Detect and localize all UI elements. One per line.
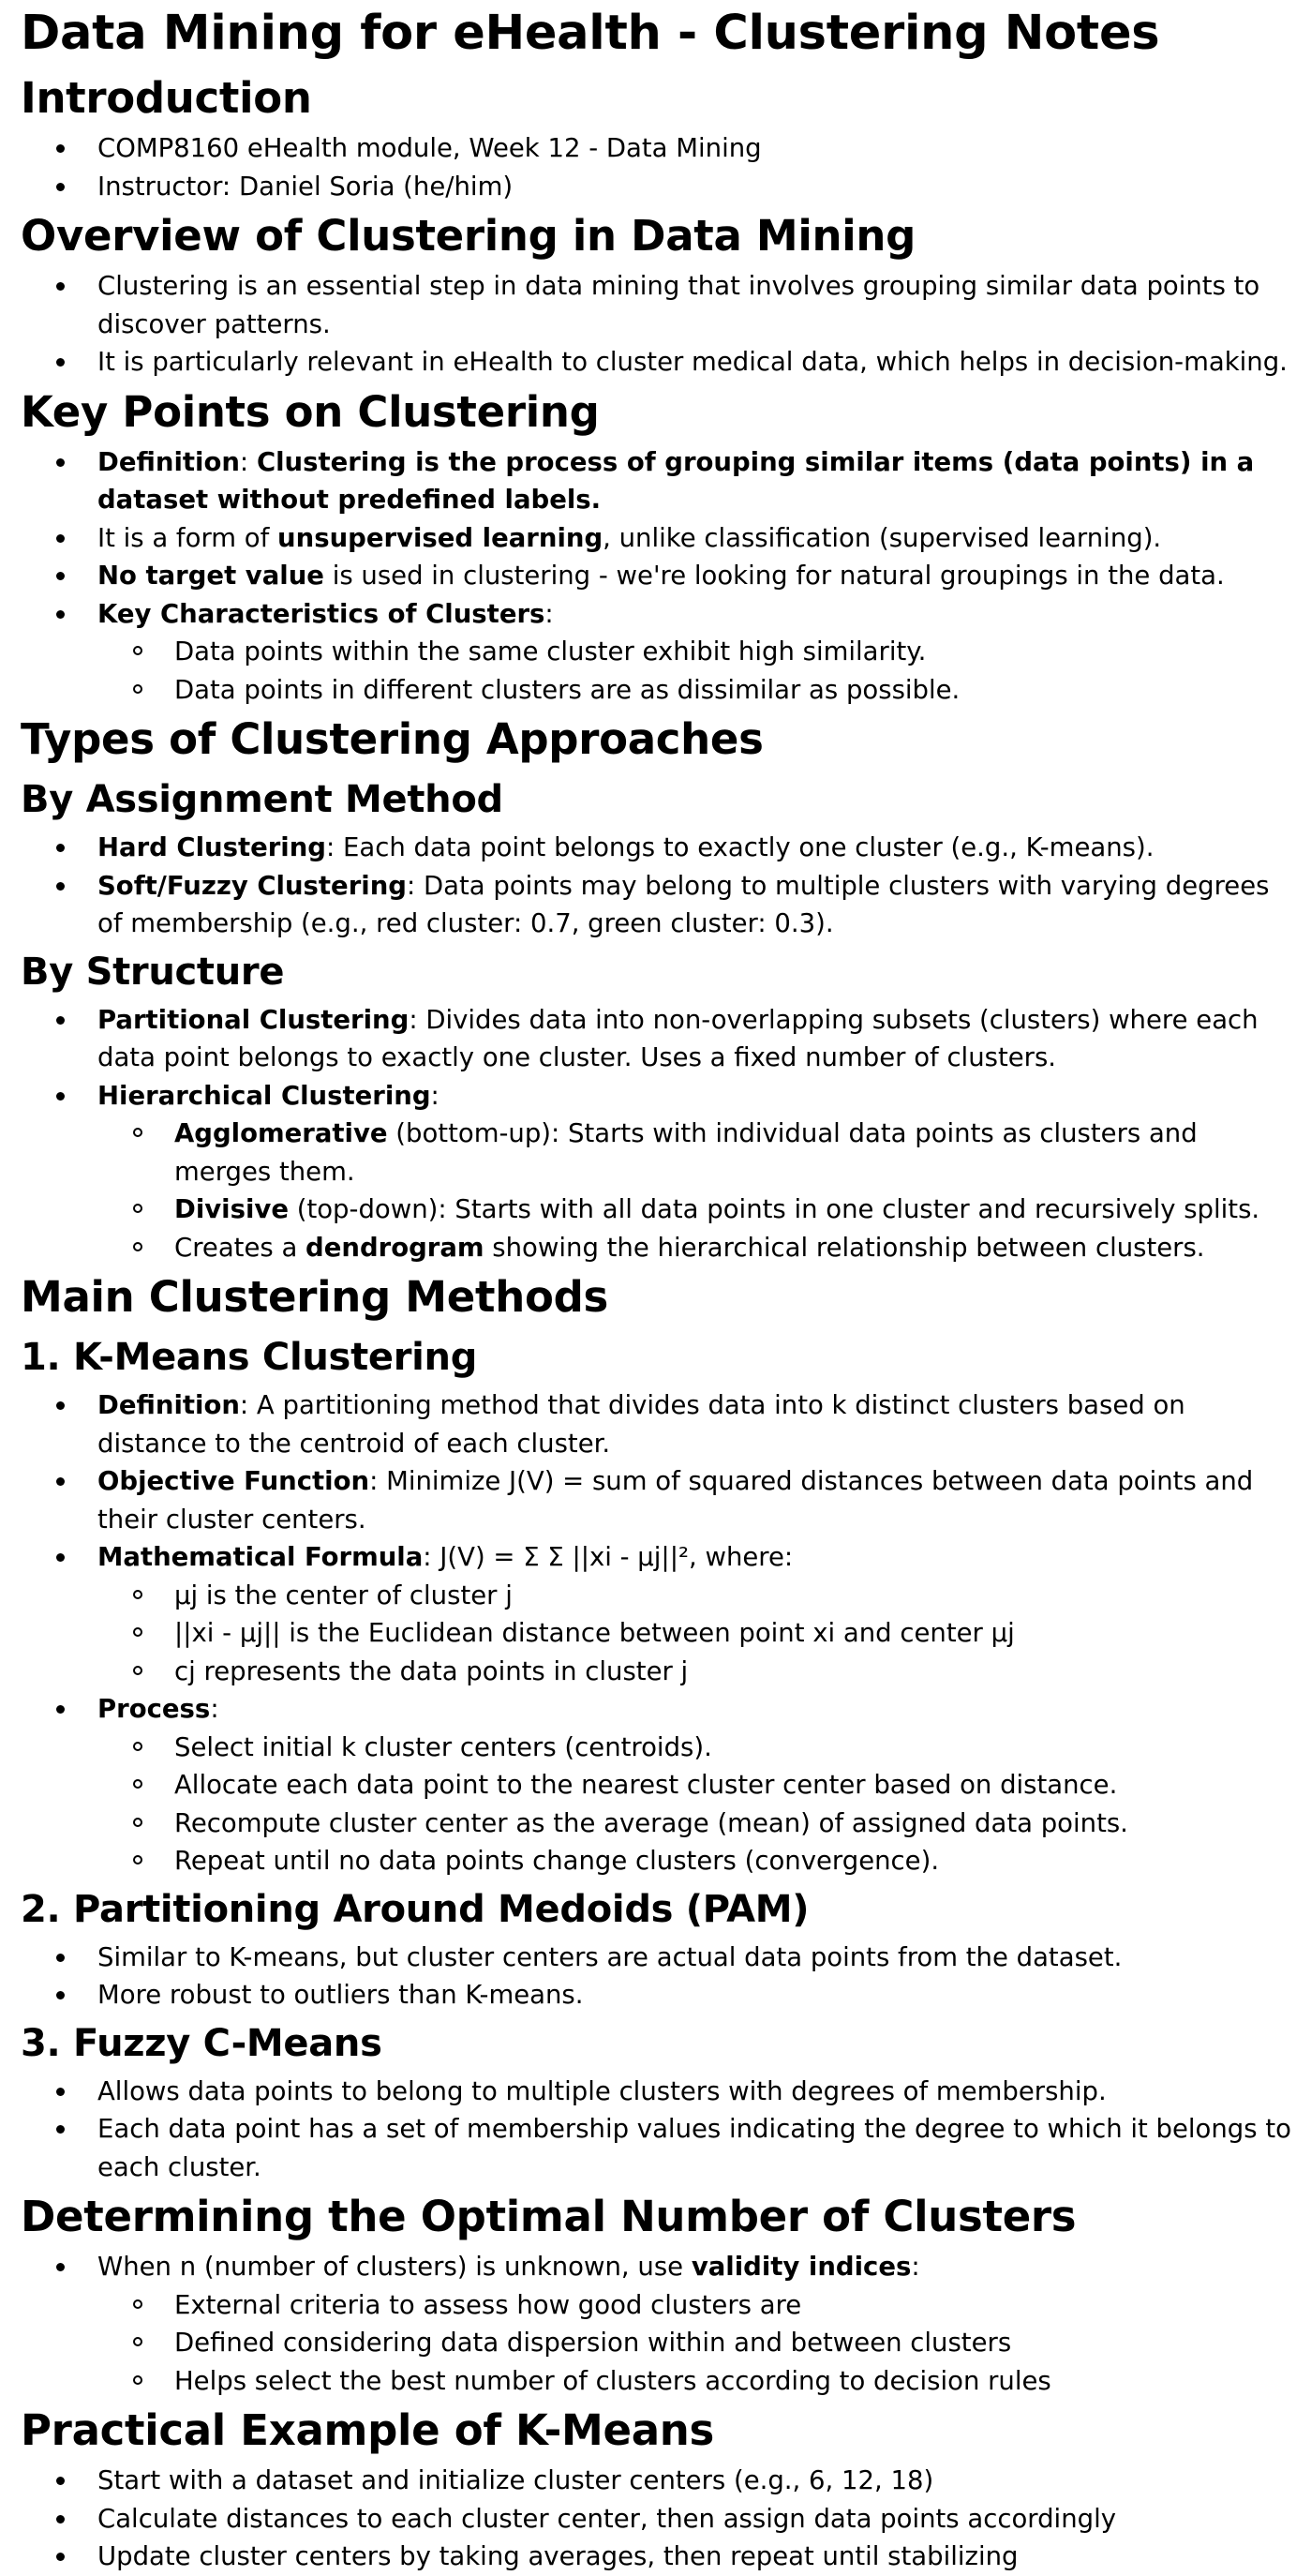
list-item: Allows data points to belong to multiple clusters with degrees of membership. [21,2073,1294,2111]
term: Key Characteristics of Clusters [97,598,545,629]
list-item: More robust to outliers than K-means. [21,1976,1294,2014]
sub-list-item: cj represents the data points in cluster j [21,1653,1294,1691]
term: Hierarchical Clustering [97,1080,431,1111]
list-item: Definition: Clustering is the process of grouping similar items (data points) in a dataset without predefined labels. [21,443,1294,519]
list-item: Similar to K-means, but cluster centers are actual data points from the dataset. [21,1939,1294,1977]
sub-list-item: Recompute cluster center as the average (mean) of assigned data points. [21,1805,1294,1843]
sub-list [97,1115,1294,1266]
sub-list-item: Data points in different clusters are as dissimilar as possible. [21,671,1294,710]
list-item: Clustering is an essential step in data mining that involves grouping similar data points to discover patterns. [21,267,1294,343]
sub-list [97,633,1294,709]
assignment-list [21,829,1294,943]
list-item: Hierarchical Clustering: Agglomerative (bottom-up): Starts with individual data points as clusters and merges them. Divisive (top-down): Starts with all data points in one cluster and recursively splits. Creates a dendrogram showing the hierarchical relationship between clusters. [21,1077,1294,1267]
sub-list-item: Helps select the best number of clusters according to decision rules [21,2362,1294,2401]
list-item: Key Characteristics of Clusters: Data points within the same cluster exhibit high similarity. Data points in different clusters are as dissimilar as possible. [21,595,1294,710]
term: Process [97,1694,211,1724]
subsection-heading-fcm: 3. Fuzzy C-Means [21,2021,382,2065]
term: Partitional Clustering [97,1004,410,1035]
list-item: COMP8160 eHealth module, Week 12 - Data Mining [21,129,1294,168]
list-item: Partitional Clustering: Divides data into non-overlapping subsets (clusters) where each data point belongs to exactly one cluster. Uses a fixed number of clusters. [21,1001,1294,1077]
list-item: Hard Clustering: Each data point belongs to exactly one cluster (e.g., K-means). [21,829,1294,867]
page-title: Data Mining for eHealth - Clustering Notes [21,6,1160,61]
list-item: Definition: A partitioning method that divides data into k distinct clusters based on distance to the centroid of each cluster. [21,1386,1294,1462]
subsection-heading-kmeans: 1. K-Means Clustering [21,1336,478,1379]
section-heading-overview: Overview of Clustering in Data Mining [21,211,916,261]
list-item: Process: Select initial k cluster centers (centroids). Allocate each data point to the nearest cluster center based on distance. Recompute cluster center as the average (mean) of assigned data points. Repeat until no data points change clusters (convergence). [21,1690,1294,1880]
structure-list [21,1001,1294,1267]
list-item: It is a form of unsupervised learning, unlike classification (supervised learning). [21,519,1294,558]
section-heading-introduction: Introduction [21,73,312,123]
section-heading-optimal: Determining the Optimal Number of Clusters [21,2192,1077,2241]
sub-list-item: Data points within the same cluster exhibit high similarity. [21,633,1294,671]
sub-list [97,1577,1294,1691]
kmeans-list [21,1386,1294,1880]
list-item: It is particularly relevant in eHealth to cluster medical data, which helps in decision-making. [21,343,1294,382]
section-heading-example: Practical Example of K-Means [21,2405,715,2455]
list-item: Update cluster centers by taking averages, then repeat until stabilizing [21,2538,1294,2576]
sub-list-item: Creates a dendrogram showing the hierarchical relationship between clusters. [21,1229,1294,1267]
list-item: Mathematical Formula: J(V) = Σ Σ ||xi - μj||², where: μj is the center of cluster j ||xi - μj|| is the Euclidean distance between point xi and center μj cj represents the data points in cluster j [21,1538,1294,1690]
list-item: Start with a dataset and initialize cluster centers (e.g., 6, 12, 18) [21,2462,1294,2500]
list-item: Objective Function: Minimize J(V) = sum of squared distances between data points and their cluster centers. [21,1462,1294,1538]
introduction-list [21,129,1294,205]
subsection-heading-pam: 2. Partitioning Around Medoids (PAM) [21,1887,810,1931]
term: unsupervised learning [277,522,603,553]
list-item: When n (number of clusters) is unknown, use validity indices: External criteria to assess how good clusters are Defined considering data dispersion within and between clusters Helps select the best number of clusters according to decision rules [21,2248,1294,2400]
section-heading-key-points: Key Points on Clustering [21,386,600,437]
term: Objective Function [97,1466,370,1496]
sub-list-item: ||xi - μj|| is the Euclidean distance between point xi and center μj [21,1614,1294,1653]
example-list [21,2462,1294,2576]
sub-list-item: Defined considering data dispersion within and between clusters [21,2324,1294,2362]
term: Definition [97,1390,240,1420]
list-item: No target value is used in clustering - we're looking for natural groupings in the data. [21,557,1294,595]
sub-list-item: External criteria to assess how good clusters are [21,2286,1294,2325]
term: No target value [97,561,324,591]
fcm-list [21,2073,1294,2187]
subsection-heading-structure: By Structure [21,950,285,994]
sub-list-item: Select initial k cluster centers (centroids). [21,1729,1294,1767]
sub-list-item: Repeat until no data points change clusters (convergence). [21,1842,1294,1880]
sub-list-item: Agglomerative (bottom-up): Starts with individual data points as clusters and merges them. [21,1115,1294,1191]
key-points-list [21,443,1294,710]
term: Definition [97,446,240,477]
term: Soft/Fuzzy Clustering [97,870,407,901]
sub-list [97,2286,1294,2401]
list-item: Instructor: Daniel Soria (he/him) [21,168,1294,206]
section-heading-types: Types of Clustering Approaches [21,714,764,764]
sub-list [97,1729,1294,1880]
list-item: Soft/Fuzzy Clustering: Data points may belong to multiple clusters with varying degrees of membership (e.g., red cluster: 0.7, green cluster: 0.3). [21,867,1294,943]
sub-list-item: Divisive (top-down): Starts with all data points in one cluster and recursively splits. [21,1191,1294,1229]
definition-text: Clustering is the process of grouping similar items (data points) in a dataset without predefined labels. [97,446,1255,515]
sub-list-item: μj is the center of cluster j [21,1577,1294,1615]
term: Hard Clustering [97,832,326,862]
term: Mathematical Formula [97,1542,424,1572]
term: validity indices [691,2252,912,2282]
list-item: Calculate distances to each cluster center, then assign data points accordingly [21,2500,1294,2539]
list-item: Each data point has a set of membership values indicating the degree to which it belongs to each cluster. [21,2110,1294,2186]
section-heading-methods: Main Clustering Methods [21,1272,608,1322]
pam-list [21,1939,1294,2014]
overview-list [21,267,1294,382]
optimal-list [21,2248,1294,2400]
subsection-heading-assignment: By Assignment Method [21,778,503,821]
sub-list-item: Allocate each data point to the nearest cluster center based on distance. [21,1766,1294,1805]
